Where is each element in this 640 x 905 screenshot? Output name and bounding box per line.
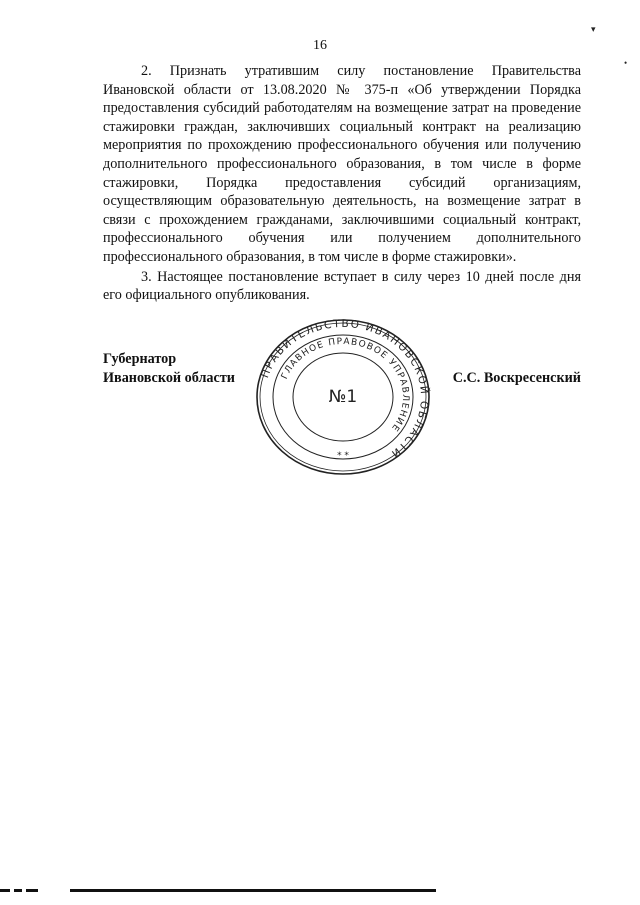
signatory-name: С.С. Воскресенский [452,370,581,386]
position-title: Губернатор [103,351,177,367]
official-seal [254,318,432,476]
scan-edge-mark [0,889,10,892]
scan-edge-mark [14,889,22,892]
seal-outer-text: ПРАВИТЕЛЬСТВО ИВАНОВСКОЙ ОБЛАСТИ [259,318,431,461]
seal-graphic [254,318,432,476]
seal-stars: * * [337,451,349,461]
signatory-position [103,350,235,388]
position-region: Ивановской области [103,370,235,386]
scan-edge-mark [26,889,38,892]
bottom-rule [70,889,436,892]
seal-inner-text: ГЛАВНОЕ ПРАВОВОЕ УПРАВЛЕНИЕ [279,336,411,434]
document-body [103,62,581,305]
scan-mark: • [624,58,628,68]
page-number: 16 [313,38,327,53]
paragraph-3: 3. Настоящее постановление вступает в силу через 10 дней после дня его официального опубликования. [103,268,581,304]
paragraph-2: 2. Признать утратившим силу постановление Правительства Ивановской области от 13.08.2020 № 375-п «Об утверждении Порядка предоставления субсидий работодателям на возмещение затрат на проведение стажировки граждан, заключивших социальный контракт на реализацию мероприятия по прохождению профессионального обучения или получению дополнительного профессионального образования, в том числе в форме стажировки, Порядка предоставления субсидий организациям, осуществляющим образовательную деятельность, на возмещение затрат в связи с прохождением гражданами, заключившими социальный контракт, профессионального обучения или получением дополнительного профессионального образования, в том числе в форме стажировки». [103,63,581,265]
seal-number: №1 [328,387,358,407]
scan-mark: ▾ [591,24,596,34]
